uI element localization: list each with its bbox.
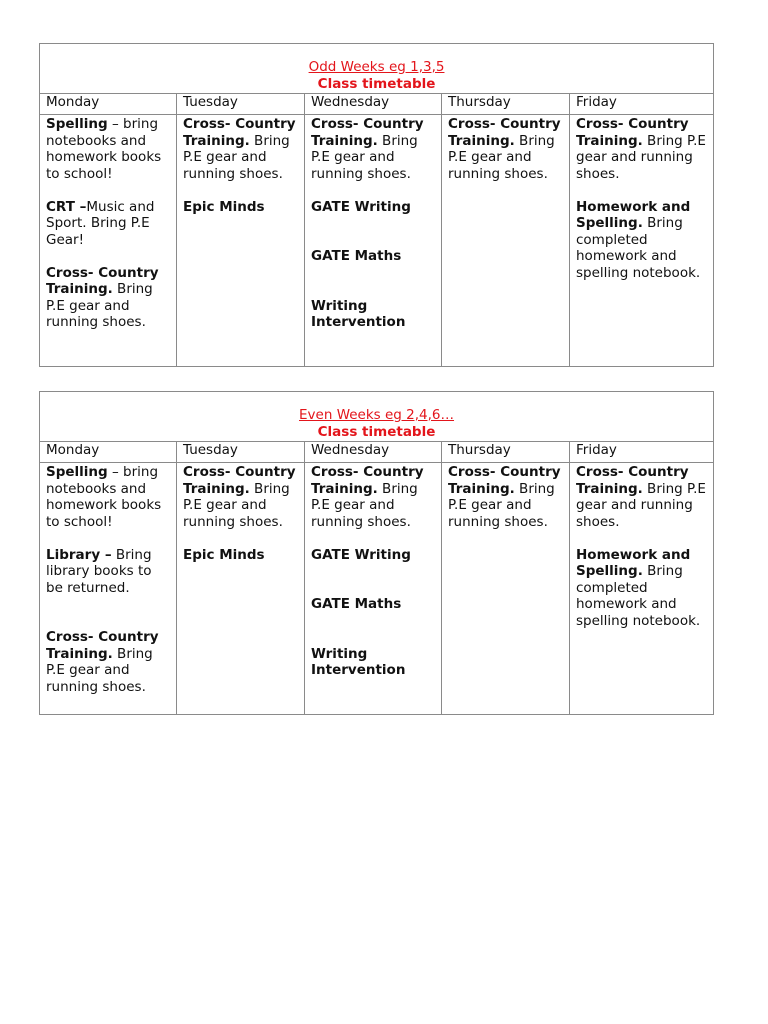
activity-name: GATE Writing (311, 546, 411, 563)
activity-name: Cross- Country Training. (46, 264, 159, 297)
activity-note: Bring library books to be returned. (46, 546, 152, 596)
timetable-subtitle: Class timetable (317, 75, 436, 92)
activity-entry (311, 646, 435, 679)
activity-entry (46, 116, 170, 182)
activity-name: Cross- Country Training. (183, 116, 296, 149)
activity-name: Cross- Country Training. (311, 116, 424, 149)
activity-name: Writing Intervention (311, 645, 406, 678)
activity-note: Bring P.E gear and running shoes. (183, 480, 290, 530)
activity-note: Bring P.E gear and running shoes. (576, 480, 706, 530)
activity-entry (183, 199, 298, 216)
activity-name: GATE Maths (311, 596, 402, 612)
activity-entry (183, 547, 298, 564)
day-header-thursday: Thursday (442, 94, 570, 115)
activity-note: – bring notebooks and homework books to school! (46, 464, 162, 530)
day-header-wednesday: Wednesday (305, 442, 442, 463)
day-header-friday: Friday (570, 94, 714, 115)
activity-note: Bring P.E gear and running shoes. (576, 132, 706, 182)
activity-note: – bring notebooks and homework books to school! (46, 116, 162, 182)
wednesday-activities (305, 115, 442, 367)
activity-name: Library – (46, 546, 112, 563)
activity-name: Spelling (46, 116, 108, 132)
activity-entry (183, 464, 298, 530)
activity-entry (46, 265, 170, 331)
friday-activities (570, 463, 714, 715)
timetable-title: Odd Weeks eg 1,3,5 (308, 59, 445, 75)
activity-name: Cross- Country Training. (46, 629, 159, 662)
activity-name: Writing Intervention (311, 297, 406, 330)
activity-note: Bring P.E gear and running shoes. (311, 132, 418, 182)
activity-name: Cross- Country Training. (576, 464, 689, 497)
activity-note: Bring P.E gear and running shoes. (183, 132, 290, 182)
activity-name: Epic Minds (183, 546, 265, 563)
activity-note: Bring P.E gear and running shoes. (448, 480, 555, 530)
day-header-tuesday: Tuesday (177, 94, 305, 115)
activity-name: Cross- Country Training. (448, 464, 561, 497)
activity-note: Music and Sport. Bring P.E Gear! (46, 198, 155, 248)
timetable-title-cell (40, 392, 714, 442)
timetable-subtitle: Class timetable (317, 423, 436, 440)
friday-activities (570, 115, 714, 367)
activity-entry (576, 464, 707, 530)
thursday-activities (442, 463, 570, 715)
thursday-activities (442, 115, 570, 367)
tuesday-activities (177, 463, 305, 715)
activity-name: Spelling (46, 464, 108, 480)
wednesday-activities (305, 463, 442, 715)
activity-entry (311, 464, 435, 530)
day-header-monday: Monday (40, 442, 177, 463)
activity-note: Bring completed homework and spelling notebook. (576, 563, 701, 629)
activity-entry (576, 547, 707, 630)
day-header-thursday: Thursday (442, 442, 570, 463)
day-header-friday: Friday (570, 442, 714, 463)
activity-note: Bring P.E gear and running shoes. (46, 645, 153, 695)
activity-entry (448, 116, 563, 182)
activity-note: Bring P.E gear and running shoes. (448, 132, 555, 182)
activity-entry (311, 116, 435, 182)
tuesday-activities (177, 115, 305, 367)
activity-name: CRT – (46, 198, 87, 215)
activity-entry (46, 547, 170, 597)
activity-name: Homework and Spelling. (576, 546, 691, 579)
activity-name: Cross- Country Training. (448, 116, 561, 149)
activity-entry (46, 199, 170, 249)
activity-entry (311, 547, 435, 564)
activity-note: Bring P.E gear and running shoes. (311, 480, 418, 530)
timetable-title-cell (40, 44, 714, 94)
activity-name: Cross- Country Training. (311, 464, 424, 497)
activity-name: GATE Maths (311, 248, 402, 264)
odd-weeks-timetable (39, 43, 714, 367)
activity-entry (576, 199, 707, 282)
day-header-monday: Monday (40, 94, 177, 115)
day-header-wednesday: Wednesday (305, 94, 442, 115)
activity-entry (311, 596, 435, 613)
activity-entry (311, 248, 435, 265)
even-weeks-timetable (39, 391, 714, 715)
activity-name: GATE Writing (311, 198, 411, 215)
monday-activities (40, 463, 177, 715)
activity-entry (311, 298, 435, 331)
activity-entry (46, 629, 170, 695)
timetable-title: Even Weeks eg 2,4,6… (299, 407, 455, 423)
activity-entry (311, 199, 435, 216)
monday-activities (40, 115, 177, 367)
activity-entry (46, 464, 170, 530)
activity-entry (448, 464, 563, 530)
activity-entry (576, 116, 707, 182)
activity-name: Homework and Spelling. (576, 198, 691, 231)
activity-entry (183, 116, 298, 182)
activity-note: Bring completed homework and spelling notebook. (576, 215, 701, 281)
day-header-tuesday: Tuesday (177, 442, 305, 463)
activity-name: Epic Minds (183, 198, 265, 215)
activity-name: Cross- Country Training. (576, 116, 689, 149)
activity-name: Cross- Country Training. (183, 464, 296, 497)
activity-note: Bring P.E gear and running shoes. (46, 281, 153, 330)
